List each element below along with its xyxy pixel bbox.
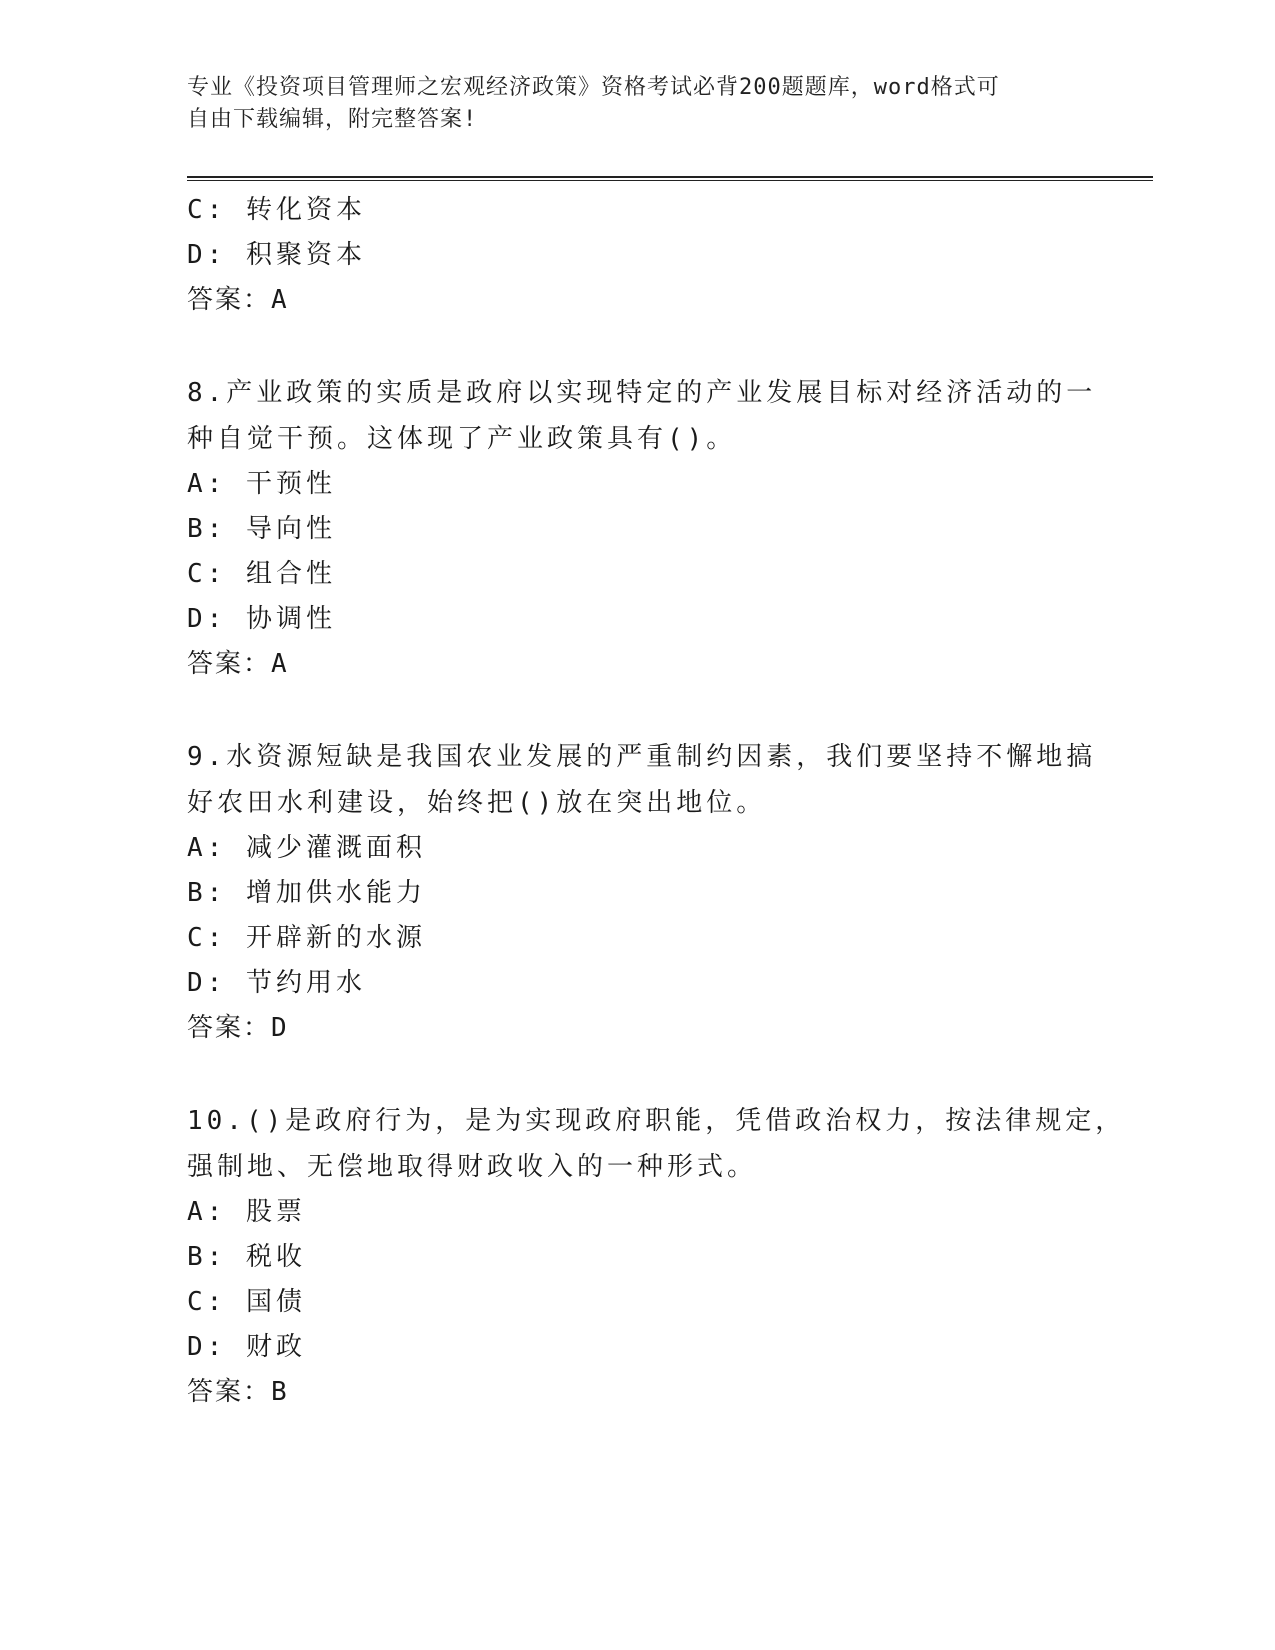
option-b: B: 增加供水能力 [187,878,426,908]
option-a: A: 股票 [187,1197,306,1227]
option-a: A: 减少灌溉面积 [187,833,426,863]
option-c: C: 组合性 [187,559,336,589]
header-divider [187,176,1153,181]
answer-line: 答案：A [187,285,289,315]
answer-line: 答案：A [187,649,289,679]
question-list [187,188,1126,1415]
option-d: D: 节约用水 [187,968,366,998]
option-d: D: 积聚资本 [187,240,366,270]
option-b: B: 导向性 [187,514,336,544]
stem-line-2: 好农田水利建设，始终把()放在突出地位。 [187,788,767,818]
stem-line-2: 强制地、无偿地取得财政收入的一种形式。 [187,1152,758,1182]
question-stem [187,1098,1126,1190]
page-header [187,72,1067,136]
option-b: B: 税收 [187,1242,306,1272]
option-c: C: 转化资本 [187,195,366,225]
stem-line-2: 种自觉干预。这体现了产业政策具有()。 [187,424,737,454]
option-a: A: 干预性 [187,469,336,499]
stem-line-1: 9.水资源短缺是我国农业发展的严重制约因素，我们要坚持不懈地搞 [187,742,1097,772]
option-c: C: 国债 [187,1287,306,1317]
question-7-continuation [187,188,1087,323]
answer-line: 答案：D [187,1013,289,1043]
answer-line: 答案：B [187,1377,289,1407]
option-d: D: 协调性 [187,604,336,634]
option-d: D: 财政 [187,1332,306,1362]
question-8 [187,370,1097,687]
stem-line-1: 8.产业政策的实质是政府以实现特定的产业发展目标对经济活动的一 [187,378,1097,408]
question-stem [187,734,1097,826]
question-9 [187,734,1097,1051]
option-c: C: 开辟新的水源 [187,923,426,953]
header-line-2: 自由下载编辑，附完整答案! [187,107,478,132]
stem-line-1: 10.()是政府行为，是为实现政府职能，凭借政治权力，按法律规定， [187,1106,1126,1136]
question-stem [187,370,1097,462]
header-line-1: 专业《投资项目管理师之宏观经济政策》资格考试必背200题题库，word格式可 [187,75,1000,100]
question-10 [187,1098,1126,1415]
